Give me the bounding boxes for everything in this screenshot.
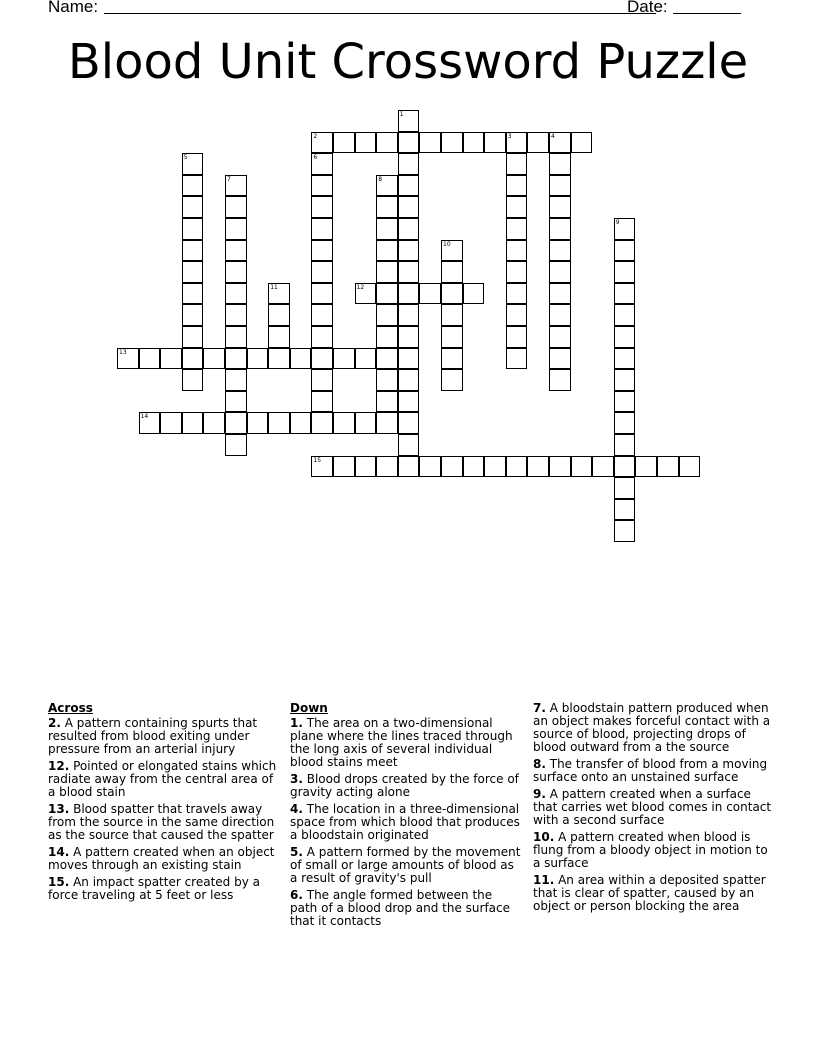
crossword-cell[interactable] (614, 304, 636, 326)
crossword-cell[interactable] (139, 412, 161, 434)
crossword-cell[interactable] (225, 240, 247, 262)
crossword-cell[interactable] (203, 412, 225, 434)
clue-item (48, 803, 284, 842)
cell-number: 2 (313, 132, 318, 140)
crossword-cell[interactable] (311, 412, 333, 434)
crossword-cell[interactable] (333, 348, 355, 370)
crossword-cell[interactable] (592, 456, 614, 478)
crossword-cell[interactable] (441, 132, 463, 154)
name-label: Name: (48, 0, 99, 16)
clue-text: A bloodstain pattern produced when an object makes forceful contact with a source of blood, projecting drops of blood outward from a the source (533, 701, 771, 754)
crossword-cell[interactable] (376, 175, 398, 197)
crossword-cell[interactable] (182, 304, 204, 326)
down-heading: Down (290, 701, 328, 715)
crossword-cell[interactable] (311, 283, 333, 305)
crossword-cell[interactable] (355, 283, 377, 305)
crossword-cell[interactable] (311, 369, 333, 391)
clue-text: An impact spatter created by a force traveling at 5 feet or less (48, 875, 260, 902)
crossword-cell[interactable] (398, 153, 420, 175)
crossword-cell[interactable] (203, 348, 225, 370)
crossword-cell[interactable] (160, 348, 182, 370)
down-clues-column (290, 702, 522, 932)
clue-text: An area within a deposited spatter that is clear of spatter, caused by an object or person blocking the area (533, 873, 766, 913)
cell-number: 11 (270, 283, 278, 291)
crossword-cell[interactable] (311, 153, 333, 175)
crossword-cell[interactable] (376, 132, 398, 154)
crossword-cell[interactable] (419, 283, 441, 305)
crossword-cell[interactable] (614, 391, 636, 413)
crossword-cell[interactable] (117, 348, 139, 370)
crossword-cell[interactable] (182, 369, 204, 391)
crossword-cell[interactable] (614, 369, 636, 391)
crossword-cell[interactable] (247, 412, 269, 434)
clue-item (48, 846, 284, 872)
crossword-cell[interactable] (441, 326, 463, 348)
crossword-cell[interactable] (549, 153, 571, 175)
crossword-cell[interactable] (311, 132, 333, 154)
clue-item (48, 876, 284, 902)
cell-number: 1 (399, 111, 404, 118)
across-heading: Across (48, 701, 93, 715)
crossword-cell[interactable] (311, 348, 333, 370)
crossword-cell[interactable] (614, 218, 636, 240)
clue-number: 12. (48, 759, 70, 773)
crossword-cell[interactable] (311, 175, 333, 197)
crossword-cell[interactable] (506, 348, 528, 370)
crossword-cell[interactable] (182, 153, 204, 175)
crossword-cell[interactable] (398, 283, 420, 305)
crossword-cell[interactable] (549, 283, 571, 305)
clue-text: The transfer of blood from a moving surface onto an unstained surface (533, 757, 768, 784)
clue-text: Pointed or elongated stains which radiate away from the central area of a blood stain (48, 759, 277, 799)
clue-number: 6. (290, 888, 303, 902)
clue-item (290, 846, 522, 885)
crossword-cell[interactable] (376, 304, 398, 326)
clue-number: 11. (533, 873, 555, 887)
cell-number: 14 (140, 413, 149, 421)
crossword-cell[interactable] (549, 240, 571, 262)
crossword-cell[interactable] (549, 369, 571, 391)
crossword-cell[interactable] (225, 304, 247, 326)
crossword-cell[interactable] (398, 261, 420, 283)
clue-number: 4. (290, 802, 303, 816)
clue-number: 10. (533, 830, 555, 844)
crossword-cell[interactable] (398, 369, 420, 391)
crossword-cell[interactable] (549, 196, 571, 218)
crossword-cell[interactable] (398, 348, 420, 370)
crossword-cell[interactable] (311, 326, 333, 348)
crossword-cell[interactable] (614, 477, 636, 499)
cell-number: 13 (119, 348, 127, 356)
page-title: Blood Unit Crossword Puzzle (67, 34, 749, 90)
clue-text: The angle formed between the path of a blood drop and the surface that it contacts (290, 888, 511, 928)
crossword-cell[interactable] (311, 261, 333, 283)
crossword-cell[interactable] (311, 456, 333, 478)
across-clues-column (48, 702, 284, 906)
crossword-cell[interactable] (506, 304, 528, 326)
crossword-cell[interactable] (268, 304, 290, 326)
crossword-cell[interactable] (182, 348, 204, 370)
crossword-cell[interactable] (614, 456, 636, 478)
crossword-cell[interactable] (333, 132, 355, 154)
crossword-cell[interactable] (355, 412, 377, 434)
clue-number: 2. (48, 716, 61, 730)
clue-item (48, 760, 284, 799)
clue-number: 5. (290, 845, 303, 859)
crossword-cell[interactable] (419, 132, 441, 154)
cell-number: 3 (507, 132, 512, 140)
clue-number: 14. (48, 845, 70, 859)
clue-number: 13. (48, 802, 70, 816)
clue-text: A pattern created when an object moves through an existing stain (48, 845, 275, 872)
crossword-cell[interactable] (376, 348, 398, 370)
crossword-cell[interactable] (139, 348, 161, 370)
cell-number: 4 (551, 132, 555, 140)
crossword-cell[interactable] (571, 132, 593, 154)
crossword-cell[interactable] (225, 196, 247, 218)
crossword-cell[interactable] (614, 240, 636, 262)
crossword-cell[interactable] (182, 175, 204, 197)
clue-item (290, 773, 522, 799)
crossword-cell[interactable] (506, 456, 528, 478)
crossword-cell[interactable] (225, 326, 247, 348)
clue-number: 3. (290, 772, 303, 786)
crossword-cell[interactable] (268, 348, 290, 370)
crossword-cell[interactable] (463, 283, 485, 305)
crossword-cell[interactable] (182, 196, 204, 218)
crossword-cell[interactable] (441, 348, 463, 370)
crossword-cell[interactable] (484, 456, 506, 478)
crossword-cell[interactable] (376, 456, 398, 478)
crossword-cell[interactable] (182, 261, 204, 283)
clue-number: 1. (290, 716, 303, 730)
crossword-cell[interactable] (182, 283, 204, 305)
crossword-cell[interactable] (549, 348, 571, 370)
crossword-cell[interactable] (549, 456, 571, 478)
crossword-cell[interactable] (398, 110, 420, 132)
cell-number: 7 (227, 175, 231, 183)
crossword-cell[interactable] (311, 304, 333, 326)
crossword-cell[interactable] (398, 132, 420, 154)
clue-text: Blood spatter that travels away from the source in the same direction as the source that caused the spatter (48, 802, 275, 842)
cell-number: 6 (313, 154, 318, 162)
crossword-cell[interactable] (506, 261, 528, 283)
crossword-cell[interactable] (398, 456, 420, 478)
crossword-cell[interactable] (441, 240, 463, 262)
crossword-cell[interactable] (614, 434, 636, 456)
crossword-cell[interactable] (311, 218, 333, 240)
crossword-cell[interactable] (441, 456, 463, 478)
crossword-cell[interactable] (506, 240, 528, 262)
clue-text: The location in a three-dimensional space from which blood that produces a bloodstain originated (290, 802, 520, 842)
crossword-cell[interactable] (182, 326, 204, 348)
clue-text: Blood drops created by the force of gravity acting alone (290, 772, 519, 799)
crossword-cell[interactable] (225, 369, 247, 391)
down-clue-list (290, 717, 522, 928)
crossword-cell[interactable] (419, 456, 441, 478)
crossword-cell[interactable] (355, 348, 377, 370)
crossword-cell[interactable] (225, 218, 247, 240)
crossword-cell[interactable] (182, 240, 204, 262)
crossword-cell[interactable] (614, 261, 636, 283)
crossword-cell[interactable] (463, 132, 485, 154)
crossword-cell[interactable] (225, 175, 247, 197)
crossword-cell[interactable] (614, 348, 636, 370)
crossword-cell[interactable] (398, 391, 420, 413)
clue-item (290, 717, 522, 769)
crossword-cell[interactable] (549, 326, 571, 348)
clue-text: A pattern created when blood is flung from a bloody object in motion to a surface (533, 830, 768, 870)
cell-number: 12 (356, 283, 365, 291)
crossword-cell[interactable] (571, 456, 593, 478)
crossword-cell[interactable] (441, 283, 463, 305)
clue-item (48, 717, 284, 756)
crossword-cell[interactable] (160, 412, 182, 434)
crossword-cell[interactable] (398, 412, 420, 434)
crossword-cell[interactable] (398, 326, 420, 348)
crossword-cell[interactable] (441, 261, 463, 283)
crossword-cell[interactable] (398, 304, 420, 326)
crossword-cell[interactable] (614, 326, 636, 348)
crossword-cell[interactable] (549, 175, 571, 197)
crossword-cell[interactable] (376, 391, 398, 413)
crossword-cell[interactable] (355, 456, 377, 478)
crossword-cell[interactable] (225, 434, 247, 456)
clue-item (533, 788, 773, 827)
crossword-cell[interactable] (441, 369, 463, 391)
crossword-cell[interactable] (311, 196, 333, 218)
crossword-cell[interactable] (527, 456, 549, 478)
crossword-cell[interactable] (484, 132, 506, 154)
crossword-cell[interactable] (506, 153, 528, 175)
crossword-cell[interactable] (333, 412, 355, 434)
crossword-cell[interactable] (290, 348, 312, 370)
clue-text: A pattern created when a surface that carries wet blood comes in contact with a second surface (533, 787, 772, 827)
crossword-cell[interactable] (614, 283, 636, 305)
crossword-cell[interactable] (549, 132, 571, 154)
clue-number: 8. (533, 757, 546, 771)
crossword-cell[interactable] (268, 283, 290, 305)
crossword-cell[interactable] (225, 412, 247, 434)
crossword-cell[interactable] (527, 132, 549, 154)
crossword-cell[interactable] (225, 348, 247, 370)
cell-number: 9 (615, 219, 620, 226)
clue-item (533, 831, 773, 870)
crossword-cell[interactable] (311, 240, 333, 262)
crossword-cell[interactable] (182, 218, 204, 240)
crossword-cell[interactable] (225, 261, 247, 283)
crossword-cell[interactable] (225, 391, 247, 413)
crossword-cell[interactable] (506, 218, 528, 240)
crossword-cell[interactable] (376, 240, 398, 262)
crossword-cell[interactable] (376, 283, 398, 305)
crossword-cell[interactable] (182, 412, 204, 434)
crossword-cell[interactable] (614, 499, 636, 521)
crossword-cell[interactable] (268, 326, 290, 348)
crossword-cell[interactable] (398, 240, 420, 262)
crossword-cell[interactable] (614, 520, 636, 542)
crossword-cell[interactable] (441, 304, 463, 326)
crossword-cell[interactable] (333, 456, 355, 478)
cell-number: 8 (378, 175, 383, 183)
crossword-cell[interactable] (398, 175, 420, 197)
crossword-cell[interactable] (398, 196, 420, 218)
clue-item (290, 803, 522, 842)
crossword-cell[interactable] (614, 412, 636, 434)
crossword-cell[interactable] (549, 304, 571, 326)
crossword-cell[interactable] (506, 326, 528, 348)
crossword-cell[interactable] (225, 283, 247, 305)
crossword-cell[interactable] (376, 261, 398, 283)
clue-text: A pattern formed by the movement of small or large amounts of blood as a result of gravity's pull (290, 845, 521, 885)
across-clue-list (48, 717, 284, 902)
crossword-cell[interactable] (376, 369, 398, 391)
clue-number: 15. (48, 875, 70, 889)
cell-number: 5 (183, 154, 188, 162)
cell-number: 15 (313, 456, 322, 464)
crossword-cell[interactable] (376, 412, 398, 434)
crossword-cell[interactable] (376, 196, 398, 218)
crossword-cell[interactable] (506, 132, 528, 154)
down-clues-column-continued (533, 702, 773, 917)
clue-item (533, 874, 773, 913)
crossword-cell[interactable] (549, 218, 571, 240)
clue-text: The area on a two-dimensional plane where the lines traced through the long axis of several individual blood stains meet (290, 716, 513, 769)
crossword-cell[interactable] (247, 348, 269, 370)
crossword-cell[interactable] (268, 412, 290, 434)
down-clue-list-continued (533, 702, 773, 913)
crossword-cell[interactable] (549, 261, 571, 283)
crossword-cell[interactable] (679, 456, 701, 478)
clue-number: 9. (533, 787, 546, 801)
date-label: Date: (627, 0, 668, 16)
clue-item (290, 889, 522, 928)
crossword-cell[interactable] (463, 456, 485, 478)
clue-item (533, 702, 773, 754)
crossword-cell[interactable] (506, 283, 528, 305)
crossword-cell[interactable] (376, 218, 398, 240)
crossword-cell[interactable] (376, 326, 398, 348)
clue-item (533, 758, 773, 784)
clue-number: 7. (533, 701, 546, 715)
crossword-cell[interactable] (311, 391, 333, 413)
crossword-cell[interactable] (657, 456, 679, 478)
crossword-cell[interactable] (635, 456, 657, 478)
crossword-cell[interactable] (355, 132, 377, 154)
crossword-cell[interactable] (398, 218, 420, 240)
crossword-cell[interactable] (506, 196, 528, 218)
crossword-cell[interactable] (506, 175, 528, 197)
crossword-cell[interactable] (398, 434, 420, 456)
clue-text: A pattern containing spurts that resulted from blood exiting under pressure from an arterial injury (48, 716, 258, 756)
cell-number: 10 (443, 240, 451, 248)
crossword-cell[interactable] (290, 412, 312, 434)
